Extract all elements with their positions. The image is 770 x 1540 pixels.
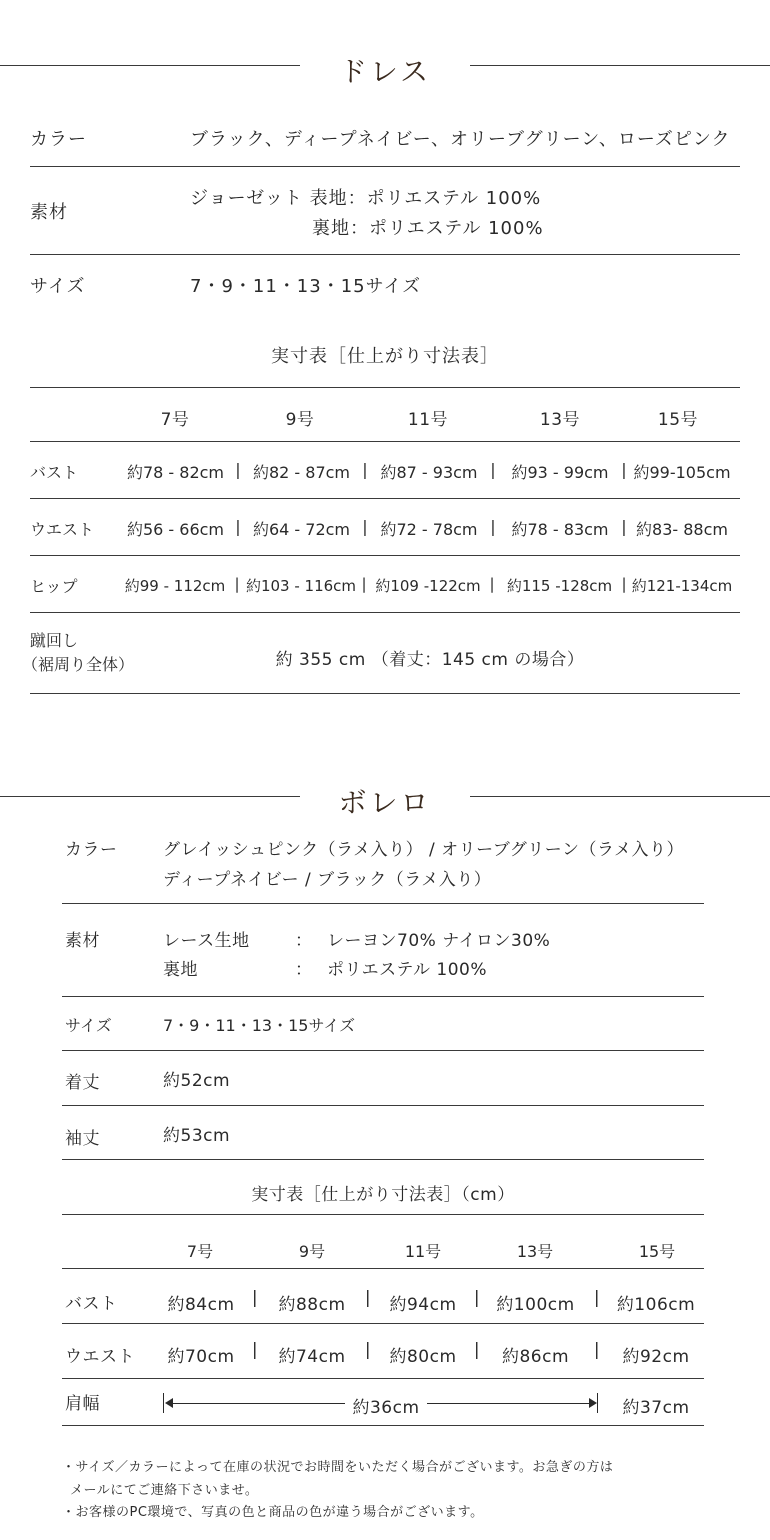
dress-row-label: ヒップ bbox=[30, 577, 78, 596]
bolero-size-head: 9号 bbox=[298, 1242, 326, 1261]
dress-cell-sep: | bbox=[235, 460, 241, 479]
dress-cell: 約99-105cm bbox=[633, 463, 731, 482]
dress-color-label: カラー bbox=[30, 129, 87, 150]
dress-cell: 約78 - 83cm bbox=[511, 520, 609, 539]
dress-table-rule bbox=[30, 555, 740, 556]
bolero-table-rule bbox=[62, 1268, 704, 1269]
note-line-3: ・お客様のPC環境で、写真の色と商品の色が違う場合がございます。 bbox=[62, 1505, 484, 1520]
dress-material-label: 素材 bbox=[30, 202, 68, 223]
bolero-cell-sep: | bbox=[473, 1340, 481, 1360]
bolero-divider bbox=[62, 903, 704, 904]
dress-table-rule bbox=[30, 612, 740, 613]
dress-cell-sep: | bbox=[362, 517, 368, 536]
bolero-cell: 約74cm bbox=[278, 1347, 346, 1367]
bolero-divider bbox=[62, 996, 704, 997]
bolero-table-rule bbox=[62, 1378, 704, 1379]
bolero-cell: 約70cm bbox=[167, 1347, 235, 1367]
bolero-color-label: カラー bbox=[65, 840, 118, 860]
bolero-material-colon: ： bbox=[295, 960, 313, 980]
dress-size-head: 7号 bbox=[160, 410, 190, 430]
bolero-table-rule bbox=[62, 1323, 704, 1324]
dress-cell: 約103 - 116cm bbox=[245, 577, 357, 595]
dress-cell-sep: | bbox=[490, 517, 496, 536]
bolero-cell-sep: | bbox=[364, 1340, 372, 1360]
dress-row-label: ウエスト bbox=[30, 520, 95, 539]
dress-cell-sep: | bbox=[489, 575, 495, 593]
dress-cell: 約99 - 112cm bbox=[124, 577, 226, 595]
dress-cell-sep: | bbox=[361, 575, 367, 593]
dress-size-head: 13号 bbox=[539, 410, 581, 430]
bolero-size-head: 13号 bbox=[516, 1242, 554, 1261]
bolero-size-value: 7・9・11・13・15サイズ bbox=[163, 1016, 356, 1035]
bolero-length-label: 着丈 bbox=[65, 1073, 100, 1093]
bolero-divider bbox=[62, 1050, 704, 1051]
bolero-cell: 約86cm bbox=[501, 1347, 570, 1367]
bolero-row-label: バスト bbox=[65, 1294, 118, 1314]
dress-title-rule-left bbox=[0, 65, 300, 66]
bolero-cell-sep: | bbox=[251, 1340, 259, 1360]
dress-cell: 約121-134cm bbox=[631, 577, 733, 595]
dress-table-rule bbox=[30, 693, 740, 694]
bolero-material-colon: ： bbox=[295, 931, 313, 951]
bolero-cell: 約92cm bbox=[622, 1347, 690, 1367]
dress-size-label: サイズ bbox=[30, 276, 86, 297]
bolero-cell-sep: | bbox=[593, 1288, 601, 1308]
bolero-cell-sep: | bbox=[473, 1288, 481, 1308]
shoulder-span-line-right bbox=[427, 1403, 590, 1404]
bolero-table-rule bbox=[62, 1425, 704, 1426]
bolero-shoulder-span-value: 約36cm bbox=[352, 1398, 420, 1418]
dress-title: ドレス bbox=[338, 55, 432, 88]
dress-cell: 約82 - 87cm bbox=[252, 463, 351, 482]
note-line-2: メールにてご連絡下さいませ。 bbox=[70, 1483, 259, 1498]
dress-cell-sep: | bbox=[621, 460, 627, 479]
dress-material-line2: 裏地：ポリエステル 100% bbox=[312, 218, 544, 239]
dress-cell: 約115 -128cm bbox=[506, 577, 613, 595]
dress-cell-sep: | bbox=[234, 575, 240, 593]
dress-title-rule-right bbox=[470, 65, 770, 66]
bolero-material-lace-value: レーヨン70% ナイロン30% bbox=[327, 931, 551, 951]
bolero-cell-sep: | bbox=[364, 1288, 372, 1308]
dress-cell: 約78 - 82cm bbox=[126, 463, 225, 482]
bolero-sleeve-value: 約53cm bbox=[163, 1126, 231, 1146]
bolero-size-head: 7号 bbox=[186, 1242, 214, 1261]
bolero-size-label: サイズ bbox=[65, 1016, 112, 1035]
bolero-material-lace: レース生地 bbox=[163, 931, 250, 951]
shoulder-span-left-tick bbox=[163, 1393, 164, 1413]
dress-cell-sep: | bbox=[235, 517, 241, 536]
bolero-material-lining: 裏地 bbox=[163, 960, 198, 980]
shoulder-span-right-arrow-icon bbox=[589, 1398, 597, 1408]
bolero-shoulder-last-value: 約37cm bbox=[622, 1398, 690, 1418]
dress-table-rule bbox=[30, 498, 740, 499]
bolero-row-label: ウエスト bbox=[65, 1347, 135, 1367]
dress-material-line1: ジョーゼット 表地：ポリエステル 100% bbox=[190, 188, 542, 209]
shoulder-span-right-tick bbox=[597, 1393, 598, 1413]
dress-row-label: バスト bbox=[30, 463, 79, 482]
bolero-shoulder-label: 肩幅 bbox=[65, 1394, 100, 1414]
bolero-cell: 約80cm bbox=[389, 1347, 457, 1367]
dress-cell: 約83- 88cm bbox=[636, 520, 728, 539]
bolero-color-line1: グレイッシュピンク（ラメ入り） / オリーブグリーン（ラメ入り） bbox=[163, 840, 684, 860]
bolero-sleeve-label: 袖丈 bbox=[65, 1129, 100, 1149]
dress-divider bbox=[30, 166, 740, 167]
dress-cell: 約109 -122cm bbox=[375, 577, 481, 595]
dress-table-title: 実寸表［仕上がり寸法表］ bbox=[271, 346, 499, 367]
dress-cell-sep: | bbox=[490, 460, 496, 479]
bolero-cell: 約94cm bbox=[389, 1295, 457, 1315]
dress-size-head: 9号 bbox=[285, 410, 315, 430]
bolero-title: ボレロ bbox=[338, 786, 432, 819]
dress-cell: 約64 - 72cm bbox=[252, 520, 351, 539]
dress-cell: 約72 - 78cm bbox=[380, 520, 478, 539]
shoulder-span-line-left bbox=[170, 1403, 345, 1404]
bolero-size-head: 15号 bbox=[638, 1242, 676, 1261]
dress-size-value: 7・9・11・13・15サイズ bbox=[190, 276, 422, 297]
dress-cell: 約87 - 93cm bbox=[380, 463, 478, 482]
note-line-1: ・サイズ／カラーによって在庫の状況でお時間をいただく場合がございます。お急ぎの方は bbox=[62, 1460, 614, 1475]
bolero-cell: 約106cm bbox=[616, 1295, 696, 1315]
dress-cell-sep: | bbox=[362, 460, 368, 479]
bolero-size-head: 11号 bbox=[404, 1242, 442, 1261]
dress-size-head: 15号 bbox=[657, 410, 699, 430]
dress-cell-sep: | bbox=[621, 517, 627, 536]
bolero-cell: 約100cm bbox=[496, 1295, 575, 1315]
dress-divider bbox=[30, 254, 740, 255]
bolero-material-lining-value: ポリエステル 100% bbox=[327, 960, 487, 980]
dress-size-head: 11号 bbox=[407, 410, 449, 430]
bolero-cell: 約84cm bbox=[167, 1295, 235, 1315]
bolero-cell-sep: | bbox=[251, 1288, 259, 1308]
bolero-material-label: 素材 bbox=[65, 931, 100, 951]
dress-cell: 約56 - 66cm bbox=[126, 520, 225, 539]
bolero-title-rule-right bbox=[470, 796, 770, 797]
bolero-table-rule bbox=[62, 1214, 704, 1215]
dress-table-rule bbox=[30, 441, 740, 442]
bolero-color-line2: ディープネイビー / ブラック（ラメ入り） bbox=[163, 870, 492, 890]
bolero-title-rule-left bbox=[0, 796, 300, 797]
dress-cell-sep: | bbox=[621, 575, 627, 593]
dress-hem-value: 約 355 cm （着丈：145 cm の場合） bbox=[275, 650, 585, 670]
dress-hem-label-2: （裾周り全体） bbox=[22, 655, 135, 674]
dress-color-value: ブラック、ディープネイビー、オリーブグリーン、ローズピンク bbox=[190, 129, 731, 150]
bolero-divider bbox=[62, 1159, 704, 1160]
bolero-table-title: 実寸表［仕上がり寸法表］（cm） bbox=[251, 1185, 515, 1205]
bolero-divider bbox=[62, 1105, 704, 1106]
bolero-cell: 約88cm bbox=[278, 1295, 346, 1315]
bolero-cell-sep: | bbox=[593, 1340, 601, 1360]
dress-hem-label-1: 蹴回し bbox=[30, 631, 79, 650]
dress-table-rule bbox=[30, 387, 740, 388]
bolero-length-value: 約52cm bbox=[163, 1071, 231, 1091]
dress-cell: 約93 - 99cm bbox=[511, 463, 609, 482]
